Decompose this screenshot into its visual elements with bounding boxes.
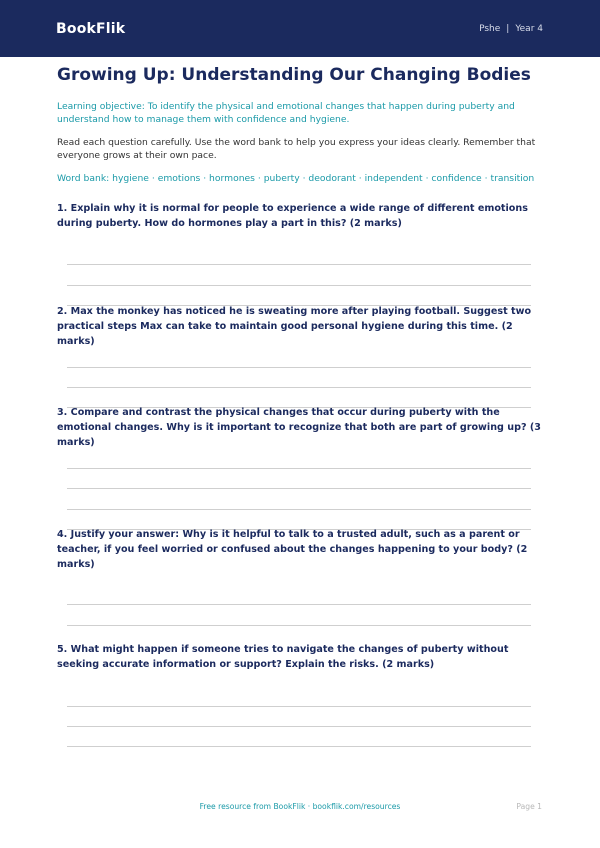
footer-resource-link[interactable]: Free resource from BookFlik · bookflik.com/resources — [199, 802, 401, 811]
answer-line[interactable] — [67, 488, 531, 489]
answer-line[interactable] — [67, 706, 531, 707]
question-text: 3. Compare and contrast the physical changes that occur during puberty with the emotional changes. Why is it important to recognize that both are part of growing up? (3 marks) — [57, 407, 541, 448]
question-text: 4. Justify your answer: Why is it helpful to talk to a trusted adult, such as a parent or teacher, if you feel worried or confused about the changes happening to your body? (2 marks) — [57, 529, 528, 570]
question-text: 1. Explain why it is normal for people to experience a wide range of different emotions during puberty. How do hormones play a part in this? (2 marks) — [57, 203, 528, 229]
question-1 — [57, 201, 543, 231]
page-number: Page 1 — [516, 802, 542, 811]
answer-line[interactable] — [67, 285, 531, 286]
worksheet-intro — [57, 64, 543, 185]
word-bank: Word bank: hygiene · emotions · hormones · puberty · deodorant · independent · confidence · transition — [57, 173, 535, 184]
question-5 — [57, 642, 543, 672]
answer-line[interactable] — [67, 468, 531, 469]
worksheet-title: Growing Up: Understanding Our Changing Bodies — [57, 65, 531, 85]
question-text: 5. What might happen if someone tries to navigate the changes of puberty without seeking accurate information or support? Explain the risks. (2 marks) — [57, 644, 509, 670]
question-text: 2. Max the monkey has noticed he is sweating more after playing football. Suggest two practical steps Max can take to maintain good personal hygiene during this time. (2 marks) — [57, 306, 532, 347]
meta-separator: | — [506, 23, 510, 34]
year-label: Year 4 — [515, 23, 543, 34]
question-2 — [57, 304, 543, 349]
answer-line[interactable] — [67, 604, 531, 605]
subject-year-meta — [479, 24, 543, 34]
page-header — [0, 0, 600, 57]
question-4 — [57, 527, 543, 572]
subject-label: Pshe — [479, 23, 501, 34]
answer-line[interactable] — [67, 367, 531, 368]
answer-line[interactable] — [67, 625, 531, 626]
question-3 — [57, 405, 543, 450]
answer-line[interactable] — [67, 746, 531, 747]
learning-objective: Learning objective: To identify the physical and emotional changes that happen during puberty and understand how to manage them with confidence and hygiene. — [57, 101, 515, 125]
answer-line[interactable] — [67, 509, 531, 510]
brand-logo: BookFlik — [56, 20, 126, 37]
answer-line[interactable] — [67, 387, 531, 388]
answer-line[interactable] — [67, 726, 531, 727]
answer-line[interactable] — [67, 264, 531, 265]
instructions: Read each question carefully. Use the word bank to help you express your ideas clearly. Remember that everyone grows at their own pace. — [57, 137, 536, 161]
